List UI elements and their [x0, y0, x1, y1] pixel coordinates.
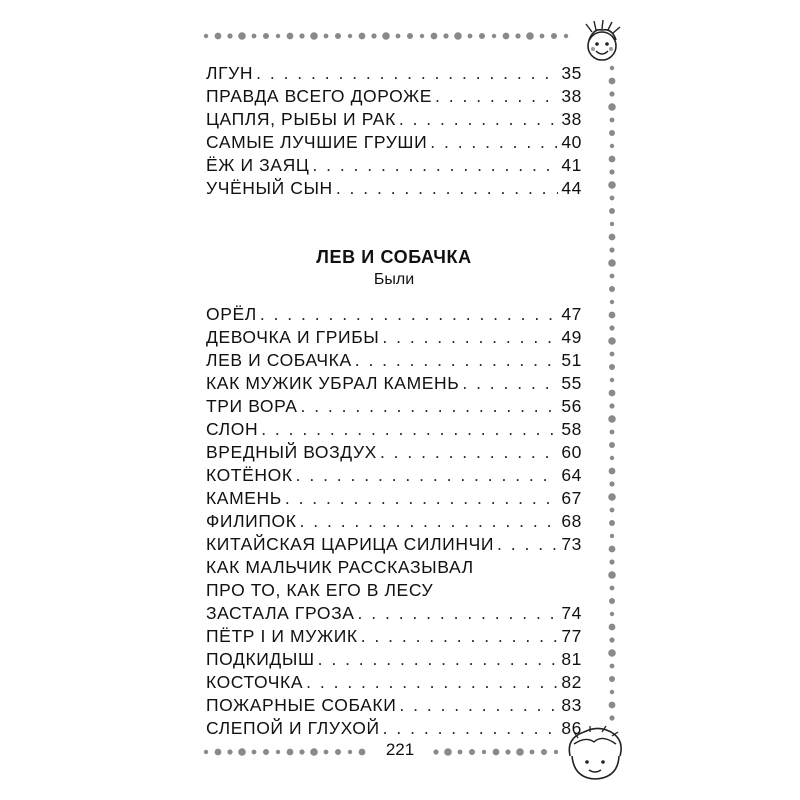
toc-entry: [206, 62, 582, 85]
toc-entry-title: СЛОН: [206, 419, 259, 439]
toc-entry-title: ФИЛИПОК: [206, 511, 297, 531]
border-dot: [468, 34, 473, 39]
toc-entry-page: 81: [561, 649, 582, 669]
toc-entry-page: 51: [561, 350, 582, 370]
toc-entry-page: 74: [561, 603, 582, 623]
border-dot: [348, 750, 352, 754]
border-dot: [515, 33, 520, 38]
border-dot: [610, 586, 615, 591]
border-dot: [609, 169, 614, 174]
border-dot: [610, 690, 614, 694]
toc-entry-page: 38: [561, 86, 582, 106]
border-dot: [479, 33, 485, 39]
border-dot: [310, 748, 318, 756]
toc-entry: [206, 372, 582, 395]
toc-entry-page: 41: [561, 155, 582, 175]
toc-dot-leader: [462, 372, 558, 395]
toc-entry-page: 86: [561, 718, 582, 738]
toc-entry: [206, 349, 582, 372]
toc-entry-title: ПРО ТО, КАК ЕГО В ЛЕСУ: [206, 580, 434, 600]
border-dot: [252, 34, 257, 39]
toc-block-top: [206, 62, 582, 200]
border-dot: [335, 749, 341, 755]
border-dot: [359, 33, 366, 40]
toc-entry: [206, 464, 582, 487]
border-dot: [608, 181, 616, 189]
toc-entry-title: ЗАСТАЛА ГРОЗА: [206, 603, 355, 623]
border-dot: [238, 32, 246, 40]
border-dot: [382, 32, 390, 40]
toc-entry: [206, 487, 582, 510]
toc-entry-title: ПРАВДА ВСЕГО ДОРОЖЕ: [206, 86, 433, 106]
border-dot: [444, 748, 452, 756]
toc-entry-title: ПОДКИДЫШ: [206, 649, 315, 669]
border-dot: [609, 559, 614, 564]
border-dot: [540, 34, 545, 39]
toc-entry-page: 77: [561, 626, 582, 646]
border-dot: [608, 649, 616, 657]
toc-entry: [206, 625, 582, 648]
border-dot: [610, 456, 614, 460]
border-dot: [503, 33, 510, 40]
border-dot: [276, 34, 280, 38]
toc-entry-page: 44: [561, 178, 582, 198]
toc-dot-leader: [358, 602, 559, 625]
border-dot: [609, 390, 616, 397]
border-dot: [608, 493, 616, 501]
border-dot: [431, 33, 438, 40]
border-dot: [609, 702, 616, 709]
toc-entry: [206, 556, 582, 579]
border-dot: [299, 749, 304, 754]
toc-dot-leader: [355, 349, 559, 372]
toc-entry-page: 64: [561, 465, 582, 485]
toc-entry: [206, 717, 582, 740]
border-dot: [610, 612, 614, 616]
border-dot: [610, 378, 614, 382]
toc-entry: [206, 510, 582, 533]
border-dot: [324, 750, 329, 755]
border-dot: [608, 259, 616, 267]
border-dot: [610, 508, 615, 513]
border-dot: [610, 222, 614, 226]
border-dot: [609, 247, 614, 252]
toc-entry-title: КАМЕНЬ: [206, 488, 282, 508]
toc-entry-page: 60: [561, 442, 582, 462]
toc-entry-page: 83: [561, 695, 582, 715]
border-dot: [454, 32, 462, 40]
border-dot: [299, 33, 304, 38]
border-dot: [530, 750, 535, 755]
toc-entry-title: ТРИ ВОРА: [206, 396, 298, 416]
toc-entry-page: 38: [561, 109, 582, 129]
toc-entry-title: КАК МАЛЬЧИК РАССКАЗЫВАЛ: [206, 557, 474, 577]
toc-entry: [206, 694, 582, 717]
border-dot: [609, 468, 616, 475]
toc-entry-page: 68: [561, 511, 582, 531]
border-dot: [252, 750, 257, 755]
border-dot: [276, 750, 280, 754]
toc-entry-page: 67: [561, 488, 582, 508]
page-number: 221: [385, 740, 415, 759]
border-dot: [610, 534, 614, 538]
border-dot: [564, 34, 568, 38]
border-dot: [433, 749, 438, 754]
toc-entry-title: ЦАПЛЯ, РЫБЫ И РАК: [206, 109, 396, 129]
toc-entry: [206, 131, 582, 154]
toc-entry-page: 82: [561, 672, 582, 692]
border-dot: [609, 624, 616, 631]
border-dot: [608, 103, 616, 111]
toc-entry: [206, 177, 582, 200]
border-dot: [215, 749, 222, 756]
border-dot: [516, 748, 524, 756]
border-dot: [609, 312, 616, 319]
toc-entry: [206, 85, 582, 108]
border-dot: [458, 750, 463, 755]
border-dot: [610, 144, 614, 148]
right-dotted-line: [608, 66, 616, 721]
toc-dot-leader: [361, 625, 559, 648]
border-dot: [610, 196, 615, 201]
toc-entry: [206, 602, 582, 625]
toc-entry-title: ЛГУН: [206, 63, 254, 83]
border-dot: [396, 34, 401, 39]
toc-entry: [206, 533, 582, 556]
toc-dot-leader: [399, 694, 558, 717]
toc-dot-leader: [336, 177, 559, 200]
toc-entry-title: ПОЖАРНЫЕ СОБАКИ: [206, 695, 397, 715]
toc-dot-leader: [430, 131, 558, 154]
border-dot: [609, 637, 614, 642]
toc-entry-page: 40: [561, 132, 582, 152]
border-dot: [609, 156, 616, 163]
border-dot: [541, 749, 547, 755]
border-dot: [348, 34, 352, 38]
toc-dot-leader: [435, 85, 558, 108]
toc-dot-leader: [296, 464, 559, 487]
toc-entry: [206, 395, 582, 418]
toc-entry-page: 56: [561, 396, 582, 416]
section-subheading: Были: [373, 271, 415, 288]
border-dot: [238, 748, 246, 756]
border-dot: [608, 415, 616, 423]
toc-entry-title: КАК МУЖИК УБРАЛ КАМЕНЬ: [206, 373, 460, 393]
border-dot: [204, 750, 208, 754]
toc-entry-title: СЛЕПОЙ И ГЛУХОЙ: [206, 718, 380, 738]
toc-entry-title: КОТЁНОК: [206, 465, 293, 485]
border-dot: [609, 364, 615, 370]
toc-dot-leader: [261, 418, 558, 441]
toc-entry-page: 73: [561, 534, 582, 554]
border-dot: [287, 33, 294, 40]
border-dot: [610, 352, 615, 357]
toc-dot-leader: [318, 648, 559, 671]
toc-entry-title: САМЫЕ ЛУЧШИЕ ГРУШИ: [206, 132, 428, 152]
border-dot: [310, 32, 318, 40]
toc-dot-leader: [306, 671, 558, 694]
border-dot: [263, 749, 269, 755]
toc-entry-page: 55: [561, 373, 582, 393]
border-dot: [505, 749, 510, 754]
border-dot: [609, 234, 616, 241]
border-dot: [609, 598, 615, 604]
border-dot: [420, 34, 424, 38]
border-dot: [469, 749, 475, 755]
toc-entry-title: УЧЁНЫЙ СЫН: [206, 178, 333, 198]
toc-dot-leader: [497, 533, 558, 556]
border-dot: [609, 403, 614, 408]
border-dot: [609, 286, 615, 292]
border-dot: [371, 33, 376, 38]
toc-dot-leader: [382, 326, 558, 349]
toc-entry: [206, 108, 582, 131]
toc-dot-leader: [383, 717, 559, 740]
border-dot: [526, 32, 534, 40]
toc-dot-leader: [380, 441, 558, 464]
border-dot: [493, 749, 500, 756]
border-dot: [482, 750, 486, 754]
border-dot: [609, 715, 614, 720]
border-dot: [608, 337, 616, 345]
toc-entry-title: ЛЕВ И СОБАЧКА: [206, 350, 352, 370]
border-dot: [263, 33, 269, 39]
border-dot: [609, 520, 615, 526]
toc-entry-title: ВРЕДНЫЙ ВОЗДУХ: [206, 442, 377, 462]
border-dot: [287, 749, 294, 756]
border-dot: [608, 571, 616, 579]
border-dot: [227, 33, 232, 38]
toc-entry: [206, 579, 582, 602]
border-dot: [610, 430, 615, 435]
toc-entry-title: ДЕВОЧКА И ГРИБЫ: [206, 327, 380, 347]
toc-entry: [206, 418, 582, 441]
toc-entry-title: ОРЁЛ: [206, 304, 257, 324]
border-dot: [609, 208, 615, 214]
border-dot: [324, 34, 329, 39]
border-dot: [215, 33, 222, 40]
toc-entry: [206, 671, 582, 694]
border-dot: [609, 442, 615, 448]
border-dot: [492, 34, 496, 38]
border-dot: [407, 33, 413, 39]
section-heading: ЛЕВ И СОБАЧКА: [316, 247, 472, 267]
border-dot: [335, 33, 341, 39]
toc-entry-page: 49: [561, 327, 582, 347]
toc-entry: [206, 154, 582, 177]
border-dot: [204, 34, 208, 38]
toc-entry-page: 58: [561, 419, 582, 439]
toc-dot-leader: [312, 154, 558, 177]
toc-entry-page: 35: [561, 63, 582, 83]
border-dot: [554, 750, 558, 754]
toc-dot-leader: [399, 108, 558, 131]
border-dot: [609, 546, 616, 553]
toc-entry: [206, 303, 582, 326]
toc-entry: [206, 326, 582, 349]
border-dot: [359, 749, 366, 756]
toc-dot-leader: [300, 395, 558, 418]
border-dot: [551, 33, 557, 39]
toc-entry-title: ЁЖ И ЗАЯЦ: [206, 155, 310, 175]
border-dot: [609, 325, 614, 330]
toc-entry: [206, 648, 582, 671]
border-dot: [610, 300, 614, 304]
border-dot: [610, 118, 615, 123]
toc-dot-leader: [300, 510, 559, 533]
border-dot: [609, 481, 614, 486]
toc-entry: [206, 441, 582, 464]
border-dot: [443, 33, 448, 38]
toc-dot-leader: [256, 62, 558, 85]
toc-dot-leader: [285, 487, 558, 510]
toc-entry-title: ПЁТР I И МУЖИК: [206, 626, 358, 646]
border-dot: [609, 78, 616, 85]
border-dot: [610, 274, 615, 279]
border-dot: [610, 664, 615, 669]
border-dot: [609, 130, 615, 136]
border-dot: [609, 676, 615, 682]
border-dot: [227, 749, 232, 754]
toc-dot-leader: [260, 303, 558, 326]
border-dot: [609, 91, 614, 96]
toc-entry-page: 47: [561, 304, 582, 324]
top-dotted-line: [204, 32, 568, 40]
toc-entry-title: КИТАЙСКАЯ ЦАРИЦА СИЛИНЧИ: [206, 534, 495, 554]
toc-block-bottom: [206, 303, 582, 740]
toc-entry-title: КОСТОЧКА: [206, 672, 304, 692]
